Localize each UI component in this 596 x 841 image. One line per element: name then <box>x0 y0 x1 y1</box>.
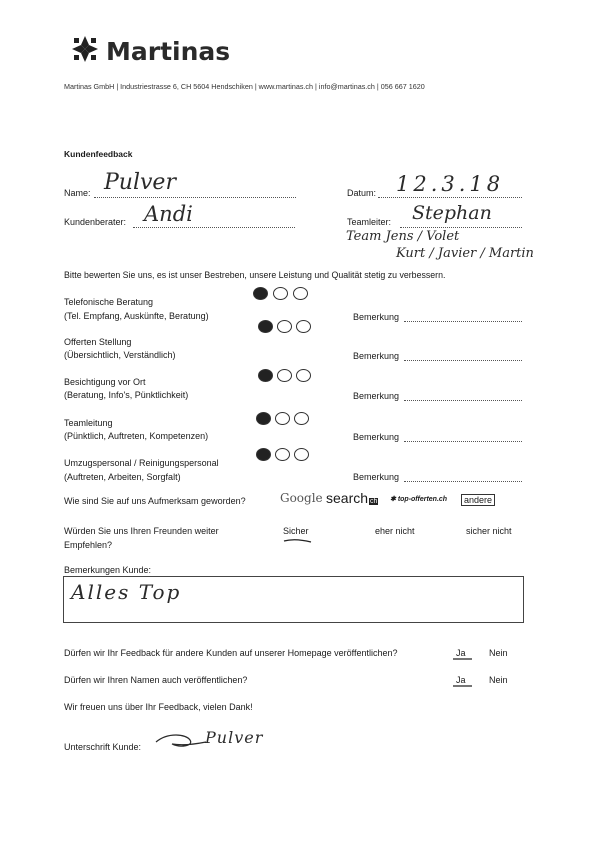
date-label: Datum: <box>347 188 377 198</box>
name-line <box>94 197 296 198</box>
source-other[interactable]: andere <box>461 494 495 506</box>
customer-remarks-label: Bemerkungen Kunde: <box>64 565 152 575</box>
remark-line[interactable] <box>404 321 522 322</box>
underline-mark-icon <box>283 536 313 544</box>
signature-value[interactable]: Pulver <box>205 728 264 747</box>
remark-line[interactable] <box>404 400 522 401</box>
category-subtitle: (Beratung, Info's, Pünktlichkeit) <box>64 390 189 400</box>
company-address: Martinas GmbH | Industriestrasse 6, CH 5604 Hendschiken | www.martinas.ch | info@martinas.ch | 056 667 1620 <box>64 82 425 91</box>
teamlead-label: Teamleiter: <box>347 217 392 227</box>
publish-feedback-no[interactable]: Nein <box>489 648 508 658</box>
recommend-option-sicher[interactable]: Sicher <box>283 526 309 536</box>
category-subtitle: (Übersichtlich, Verständlich) <box>64 350 176 360</box>
category-title: Umzugspersonal / Reinigungspersonal <box>64 458 219 468</box>
rating-neutral-icon[interactable] <box>275 448 290 461</box>
source-question: Wie sind Sie auf uns Aufmerksam geworden? <box>64 496 246 506</box>
source-search-text: search <box>326 490 369 506</box>
advisor-line <box>133 227 295 228</box>
teamlead-line <box>400 227 522 228</box>
recommend-option-eher-nicht[interactable]: eher nicht <box>375 526 415 536</box>
source-topofferten-text: top-offerten.ch <box>397 496 448 503</box>
martinas-logo-icon <box>70 34 100 64</box>
remark-label: Bemerkung <box>353 391 400 401</box>
form-title: Kundenfeedback <box>64 149 133 159</box>
team-note-1: Team Jens / Volet <box>346 229 460 244</box>
star-icon: ✱ <box>390 496 398 503</box>
teamlead-value[interactable]: Stephan <box>412 202 492 224</box>
advisor-label: Kundenberater: <box>64 217 127 227</box>
customer-remarks-value: Alles Top <box>71 580 182 604</box>
rating-neutral-icon[interactable] <box>277 369 292 382</box>
rating-intro: Bitte bewerten Sie uns, es ist unser Bestreben, unsere Leistung und Qualität stetig zu verbessern. <box>64 270 446 280</box>
underline-mark-icon <box>452 683 474 689</box>
remark-label: Bemerkung <box>353 351 400 361</box>
category-subtitle: (Auftreten, Arbeiten, Sorgfalt) <box>64 472 181 482</box>
source-search-suffix: ch <box>370 498 378 505</box>
thanks-text: Wir freuen uns über Ihr Feedback, vielen Dank! <box>64 702 253 712</box>
category-title: Besichtigung vor Ort <box>64 377 146 387</box>
publish-name-yes[interactable]: Ja <box>456 675 466 685</box>
rating-good-icon[interactable] <box>258 369 273 382</box>
remark-label: Bemerkung <box>353 472 400 482</box>
remark-label: Bemerkung <box>353 432 400 442</box>
company-name: Martinas <box>106 37 231 66</box>
rating-neutral-icon[interactable] <box>275 412 290 425</box>
advisor-value[interactable]: Andi <box>144 202 193 226</box>
category-title: Teamleitung <box>64 418 113 428</box>
underline-mark-icon <box>452 656 474 662</box>
date-value[interactable]: 12.3.18 <box>396 172 505 196</box>
source-google[interactable]: Google <box>280 491 323 505</box>
recommend-question-line1: Würden Sie uns Ihren Freunden weiter <box>64 526 219 536</box>
signature-stroke-icon <box>150 730 210 752</box>
category-title: Offerten Stellung <box>64 337 132 347</box>
name-value[interactable]: Pulver <box>104 170 176 195</box>
remark-line[interactable] <box>404 441 522 442</box>
publish-feedback-question: Dürfen wir Ihr Feedback für andere Kunden auf unserer Homepage veröffentlichen? <box>64 648 398 658</box>
name-label: Name: <box>64 188 91 198</box>
recommend-question-line2: Empfehlen? <box>64 540 113 550</box>
recommend-option-sicher-nicht[interactable]: sicher nicht <box>466 526 512 536</box>
rating-bad-icon[interactable] <box>296 320 311 333</box>
rating-neutral-icon[interactable] <box>277 320 292 333</box>
rating-good-icon[interactable] <box>256 412 271 425</box>
signature-label: Unterschrift Kunde: <box>64 742 142 752</box>
date-line <box>378 197 522 198</box>
rating-bad-icon[interactable] <box>294 448 309 461</box>
publish-name-question: Dürfen wir Ihren Namen auch veröffentlichen? <box>64 675 248 685</box>
category-subtitle: (Pünktlich, Auftreten, Kompetenzen) <box>64 431 209 441</box>
rating-bad-icon[interactable] <box>294 412 309 425</box>
rating-good-icon[interactable] <box>253 287 268 300</box>
source-search[interactable] <box>326 490 378 506</box>
team-note-2: Kurt / Javier / Martin <box>396 246 534 261</box>
publish-feedback-yes[interactable]: Ja <box>456 648 466 658</box>
rating-good-icon[interactable] <box>256 448 271 461</box>
publish-name-no[interactable]: Nein <box>489 675 508 685</box>
source-topofferten[interactable] <box>390 495 447 503</box>
category-subtitle: (Tel. Empfang, Auskünfte, Beratung) <box>64 311 209 321</box>
remark-line[interactable] <box>404 481 522 482</box>
rating-bad-icon[interactable] <box>293 287 308 300</box>
rating-good-icon[interactable] <box>258 320 273 333</box>
remark-line[interactable] <box>404 360 522 361</box>
rating-neutral-icon[interactable] <box>273 287 288 300</box>
remark-label: Bemerkung <box>353 312 400 322</box>
category-title: Telefonische Beratung <box>64 297 154 307</box>
rating-bad-icon[interactable] <box>296 369 311 382</box>
